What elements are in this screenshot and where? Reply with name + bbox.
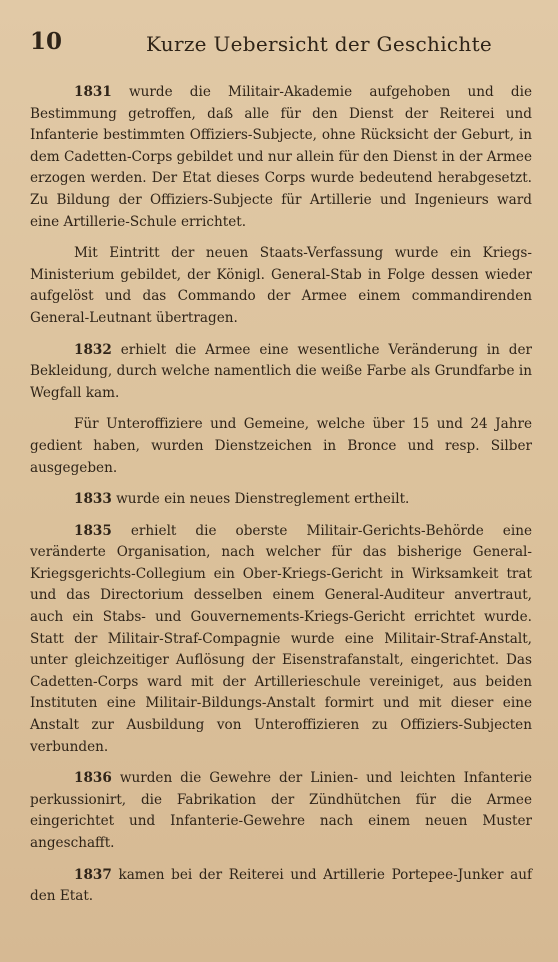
paragraph-1836 — [30, 768, 532, 854]
paragraph-text: kamen bei der Reiterei und Artillerie Portepee-Junker auf den Etat. — [30, 866, 532, 905]
page-number: 10 — [30, 28, 63, 55]
page-body — [30, 82, 532, 908]
year-label: 1836 — [74, 770, 112, 787]
paragraph-text: wurde ein neues Dienstreglement ertheilt. — [116, 491, 410, 508]
paragraph-text: wurde die Militair-Akademie aufgehoben und die Bestimmung getroffen, daß alle für den Dienst der Reiterei und Infanterie bestimmten Offiziers-Subjecte, ohne Rücksicht der Geburt, in dem Cadetten-Corps gebildet und nur allein für den Dienst in der Armee erzogen werden. Der Etat dieses Corps wurde bedeutend herabgesetzt. Zu Bildung der Offiziers-Subjecte für Artillerie und Ingenieurs ward eine Artillerie-Schule errichtet. — [30, 84, 533, 230]
year-label: 1837 — [74, 866, 112, 883]
paragraph-dienstzeichen — [30, 414, 532, 479]
paragraph-text: wurden die Gewehre der Linien- und leichten Infanterie perkussionirt, die Fabrikation der Zündhütchen für die Armee eingerichtet und Infanterie-Gewehre nach einem neuen Muster angeschafft. — [30, 770, 532, 851]
year-label: 1835 — [74, 522, 112, 539]
paragraph-text: erhielt die oberste Militair-Gerichts-Behörde eine veränderte Organisation, nach welcher für das bisherige General-Kriegsgerichts-Collegium ein Ober-Kriegs-Gericht in Wirksamkeit trat und das Directorium desselben einem General-Auditeur anvertraut, auch ein Stabs- und Gouvernements-Kriegs-Gericht errichtet wurde. Statt der Militair-Straf-Compagnie wurde eine Militair-Straf-Anstalt, unter gleichzeitiger Auflösung der Eisenstrafanstalt, eingerichtet. Das Cadetten-Corps ward mit der Artillerieschule vereiniget, aus beiden Instituten eine Militair-Bildungs-Anstalt formirt und mit dieser eine Anstalt zur Ausbildung von Unteroffizieren zu Offiziers-Subjecten verbunden. — [30, 522, 532, 755]
paragraph-text: Mit Eintritt der neuen Staats-Verfassung wurde ein Kriegs-Ministerium gebildet, der Königl. General-Stab in Folge dessen wieder aufgelöst und das Commando der Armee einem commandirenden General-Leutnant übertragen. — [30, 245, 532, 326]
paragraph-text: Für Unteroffiziere und Gemeine, welche über 15 und 24 Jahre gedient haben, wurden Dienstzeichen in Bronce und resp. Silber ausgegeben. — [30, 416, 532, 476]
year-label: 1832 — [74, 341, 112, 358]
paragraph-1833 — [30, 489, 532, 511]
paragraph-1831 — [30, 82, 532, 233]
running-title: Kurze Uebersicht der Geschichte — [146, 32, 493, 56]
paragraph-1837 — [30, 865, 532, 908]
page-header — [30, 22, 532, 62]
paragraph-text: erhielt die Armee eine wesentliche Veränderung in der Bekleidung, durch welche namentlich die weiße Farbe als Grundfarbe in Wegfall kam. — [30, 341, 532, 401]
paragraph-1835 — [30, 521, 532, 759]
year-label: 1833 — [74, 491, 112, 508]
year-label: 1831 — [74, 84, 112, 100]
paragraph-1832 — [30, 340, 532, 405]
paragraph-kriegsministerium — [30, 243, 532, 329]
